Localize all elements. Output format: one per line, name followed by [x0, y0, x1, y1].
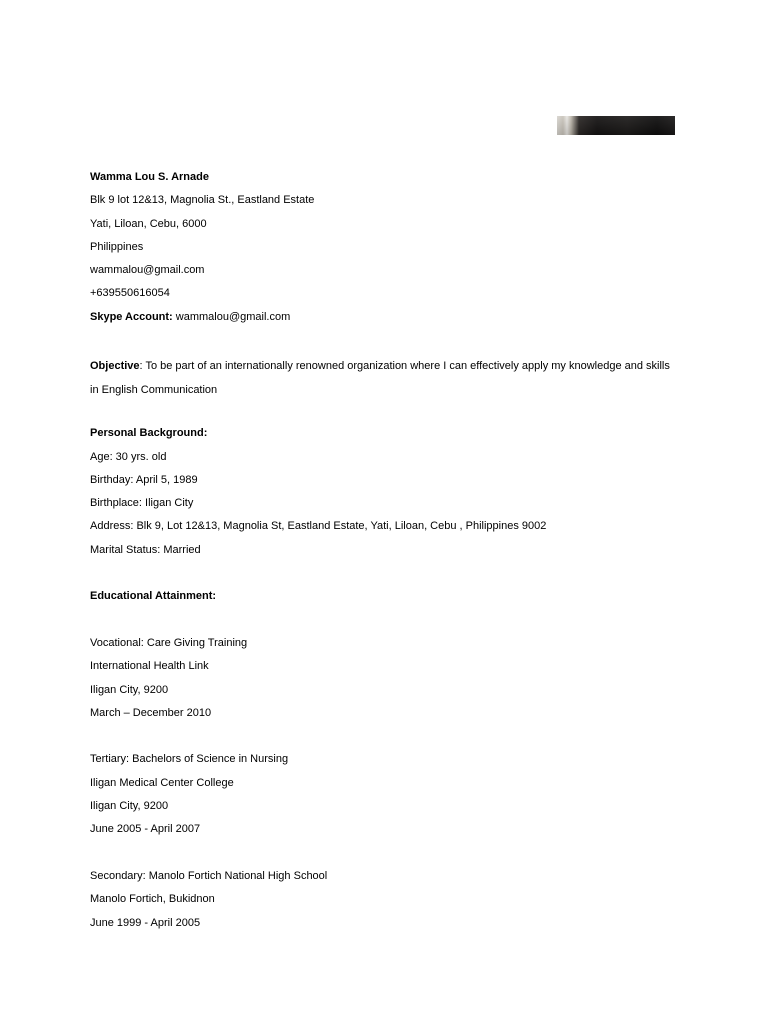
- education-school: Manolo Fortich, Bukidnon: [90, 893, 215, 906]
- spacer: [90, 845, 680, 868]
- education-level: Secondary: Manolo Fortich National High School: [90, 869, 328, 882]
- spacer: [90, 728, 680, 751]
- skype-account: [90, 309, 680, 332]
- education-heading: Educational Attainment:: [90, 590, 217, 603]
- phone: +639550616054: [90, 287, 170, 300]
- objective-text: : To be part of an internationally renowned organization where I can effectively apply my knowledge and skills in English Communication: [90, 360, 670, 396]
- age: Age: 30 yrs. old: [90, 450, 167, 463]
- education-school: International Health Link: [90, 660, 209, 673]
- address-line-1: Blk 9 lot 12&13, Magnolia St., Eastland Estate: [90, 194, 315, 207]
- objective-label: Objective: [90, 360, 140, 373]
- spacer: [90, 402, 680, 425]
- marital-status: Marital Status: Married: [90, 543, 201, 556]
- education-level: Tertiary: Bachelors of Science in Nursing: [90, 753, 289, 766]
- email: wammalou@gmail.com: [90, 264, 205, 277]
- education-level: Vocational: Care Giving Training: [90, 636, 248, 649]
- education-school: Iligan Medical Center College: [90, 776, 234, 789]
- resume-content: [90, 169, 680, 938]
- birthday: Birthday: April 5, 1989: [90, 473, 198, 486]
- personal-background-heading: Personal Background:: [90, 427, 208, 440]
- profile-photo: [557, 116, 675, 135]
- birthplace: Birthplace: Iligan City: [90, 497, 194, 510]
- skype-label: Skype Account:: [90, 310, 173, 323]
- spacer: [90, 612, 680, 635]
- education-dates: June 1999 - April 2005: [90, 916, 201, 929]
- education-dates: March – December 2010: [90, 706, 212, 719]
- home-address: Address: Blk 9, Lot 12&13, Magnolia St, Eastland Estate, Yati, Liloan, Cebu , Philippines 9002: [90, 520, 547, 533]
- education-location: Iligan City, 9200: [90, 683, 169, 696]
- education-location: Iligan City, 9200: [90, 800, 169, 813]
- country: Philippines: [90, 240, 144, 253]
- photo-shade: [557, 116, 675, 135]
- applicant-name: Wamma Lou S. Arnade: [90, 171, 209, 183]
- objective: [90, 355, 680, 402]
- skype-value: wammalou@gmail.com: [175, 310, 291, 323]
- address-line-2: Yati, Liloan, Cebu, 6000: [90, 217, 207, 230]
- education-dates: June 2005 - April 2007: [90, 823, 201, 836]
- spacer: [90, 332, 680, 355]
- spacer: [90, 565, 680, 588]
